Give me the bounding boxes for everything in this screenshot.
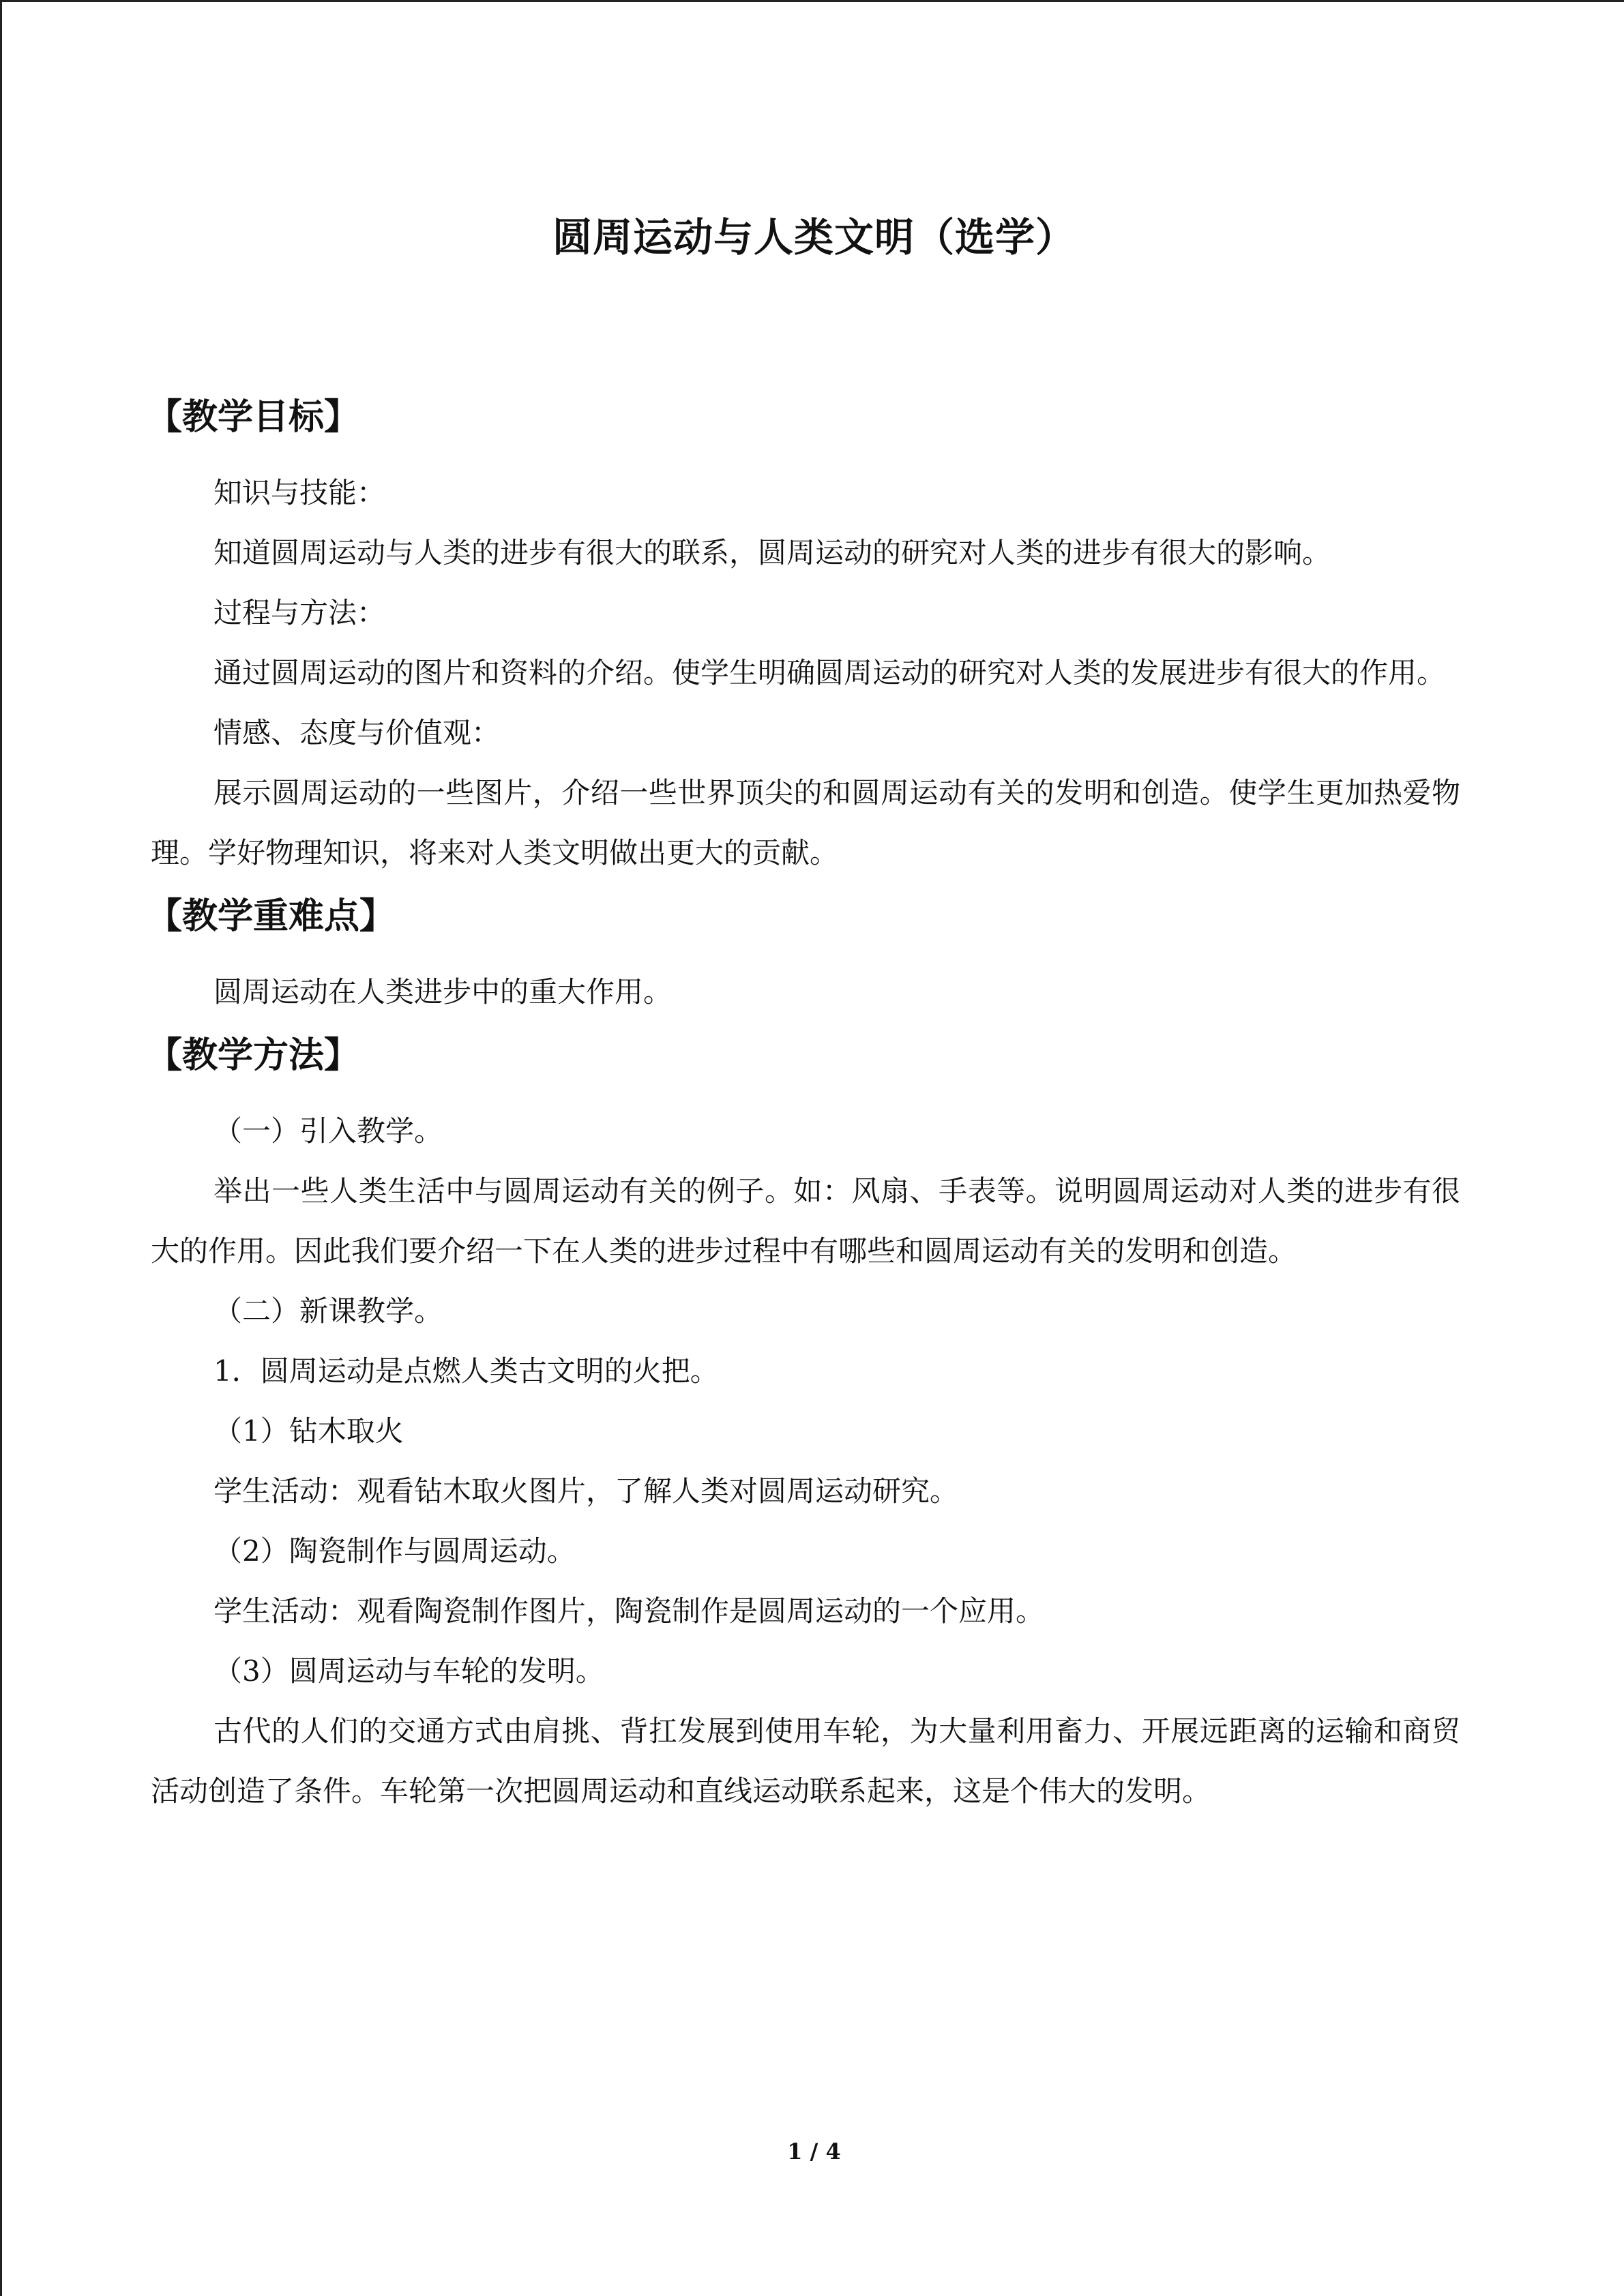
paragraph: 过程与方法：: [213, 596, 386, 629]
paragraph: 古代的人们的交通方式由肩挑、背扛发展到使用车轮，为大量利用畜力、开展远距离的运输和商贸活动创造了条件。车轮第一次把圆周运动和直线运动联系起来，这是个伟大的发明。: [151, 1714, 1460, 1808]
document-title: 圆周运动与人类文明（选学）: [552, 214, 1076, 260]
paragraph: 学生活动：观看钻木取火图片，了解人类对圆周运动研究。: [213, 1474, 959, 1508]
paragraph: 通过圆周运动的图片和资料的介绍。使学生明确圆周运动的研究对人类的发展进步有很大的作用。: [213, 656, 1446, 689]
paragraph: 圆周运动在人类进步中的重大作用。: [213, 975, 673, 1009]
paragraph: （2）陶瓷制作与圆周运动。: [213, 1534, 576, 1568]
section-heading-objectives: 【教学目标】: [147, 396, 360, 438]
paragraph: （3）圆周运动与车轮的发明。: [213, 1654, 604, 1688]
section-heading-key-points: 【教学重难点】: [147, 895, 396, 937]
paragraph: 学生活动：观看陶瓷制作图片，陶瓷制作是圆周运动的一个应用。: [213, 1594, 1045, 1628]
paragraph: （二）新课教学。: [213, 1294, 443, 1328]
page-number: 1 / 4: [787, 2138, 841, 2164]
paragraph: 展示圆周运动的一些图片，介绍一些世界顶尖的和圆周运动有关的发明和创造。使学生更加热爱物理。学好物理知识，将来对人类文明做出更大的贡献。: [151, 776, 1460, 869]
section-heading-methods: 【教学方法】: [147, 1034, 360, 1076]
paragraph: 举出一些人类生活中与圆周运动有关的例子。如：风扇、手表等。说明圆周运动对人类的进步有很大的作用。因此我们要介绍一下在人类的进步过程中有哪些和圆周运动有关的发明和创造。: [151, 1174, 1460, 1268]
document-body: [147, 384, 1460, 1821]
paragraph: （1）钻木取火: [213, 1414, 404, 1448]
paragraph: 情感、态度与价值观：: [213, 716, 501, 749]
paragraph: 1．圆周运动是点燃人类古文明的火把。: [213, 1354, 719, 1388]
paragraph: （一）引入教学。: [213, 1114, 443, 1148]
paragraph: 知识与技能：: [213, 476, 386, 509]
paragraph: 知道圆周运动与人类的进步有很大的联系，圆周运动的研究对人类的进步有很大的影响。: [213, 536, 1331, 569]
